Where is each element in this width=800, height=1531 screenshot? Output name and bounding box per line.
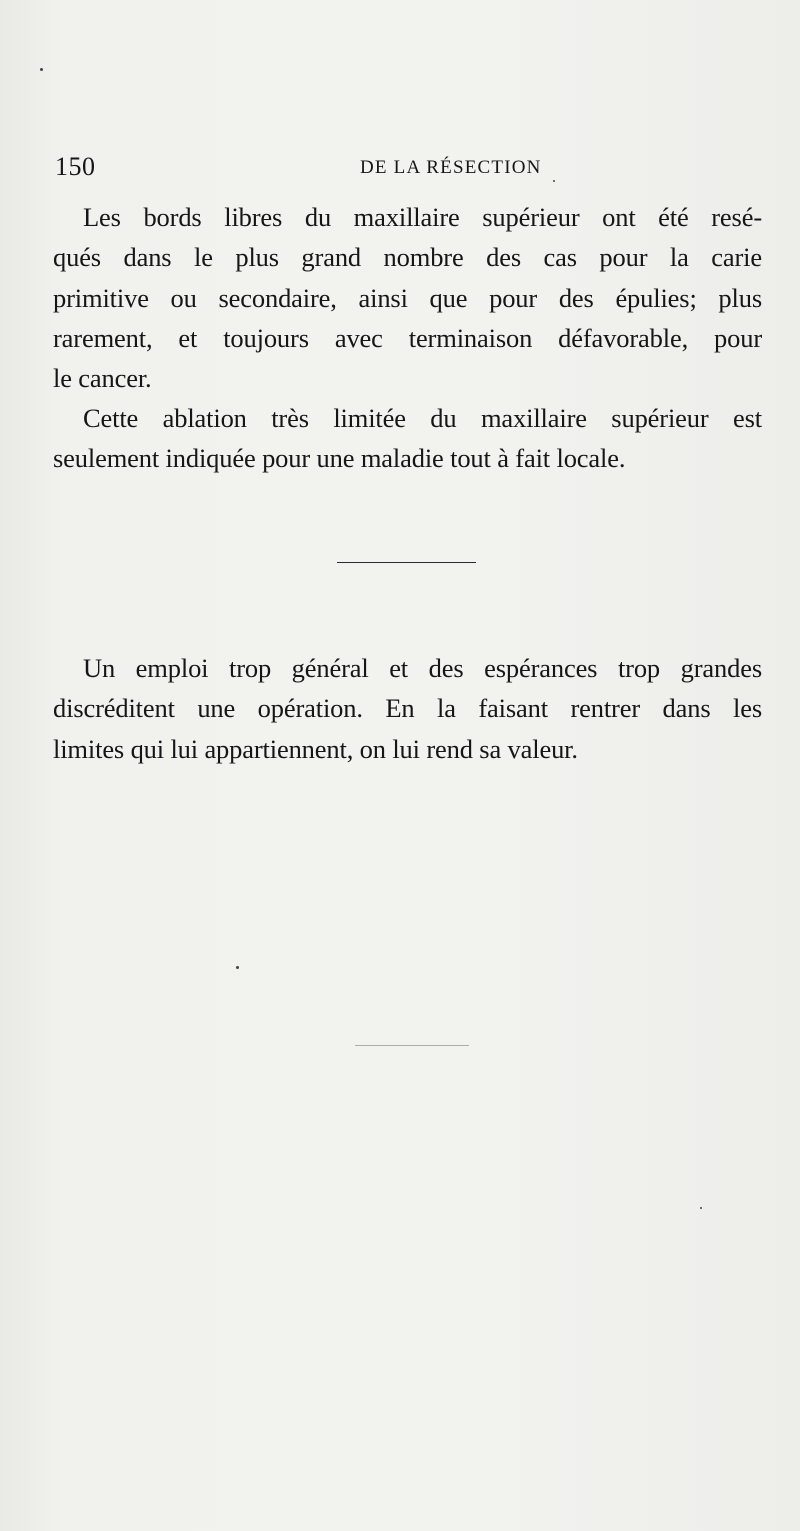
text-line: seulement indiquée pour une maladie tout à fait locale. xyxy=(53,443,626,474)
paragraph-1 xyxy=(53,197,762,398)
paragraph-2 xyxy=(53,398,762,479)
reverse-divider-bleed xyxy=(355,1045,469,1046)
paper-speck xyxy=(40,68,43,71)
paper-speck xyxy=(236,966,239,969)
paragraph-3 xyxy=(53,648,762,769)
text-line: limites qui lui appartiennent, on lui rend sa valeur. xyxy=(53,733,578,764)
page-number: 150 xyxy=(55,152,96,181)
text-line: primitive ou secondaire, ainsi que pour des épulies; plus xyxy=(53,282,762,313)
paper-speck xyxy=(553,180,555,182)
text-line: rarement, et toujours avec terminaison défavorable, pour xyxy=(53,322,762,353)
paper-speck xyxy=(700,1207,702,1209)
text-line: Cette ablation très limitée du maxillaire supérieur est xyxy=(83,403,762,433)
running-head: DE LA RÉSECTION xyxy=(360,157,542,178)
text-line: discréditent une opération. En la faisant rentrer dans les xyxy=(53,693,762,724)
text-line: qués dans le plus grand nombre des cas pour la carie xyxy=(53,242,762,273)
text-line: le cancer. xyxy=(53,363,152,394)
text-line: Les bords libres du maxillaire supérieur ont été resé- xyxy=(83,202,762,232)
text-line: Un emploi trop général et des espérances trop grandes xyxy=(83,653,762,683)
page-header xyxy=(55,152,775,182)
section-divider xyxy=(337,562,476,563)
